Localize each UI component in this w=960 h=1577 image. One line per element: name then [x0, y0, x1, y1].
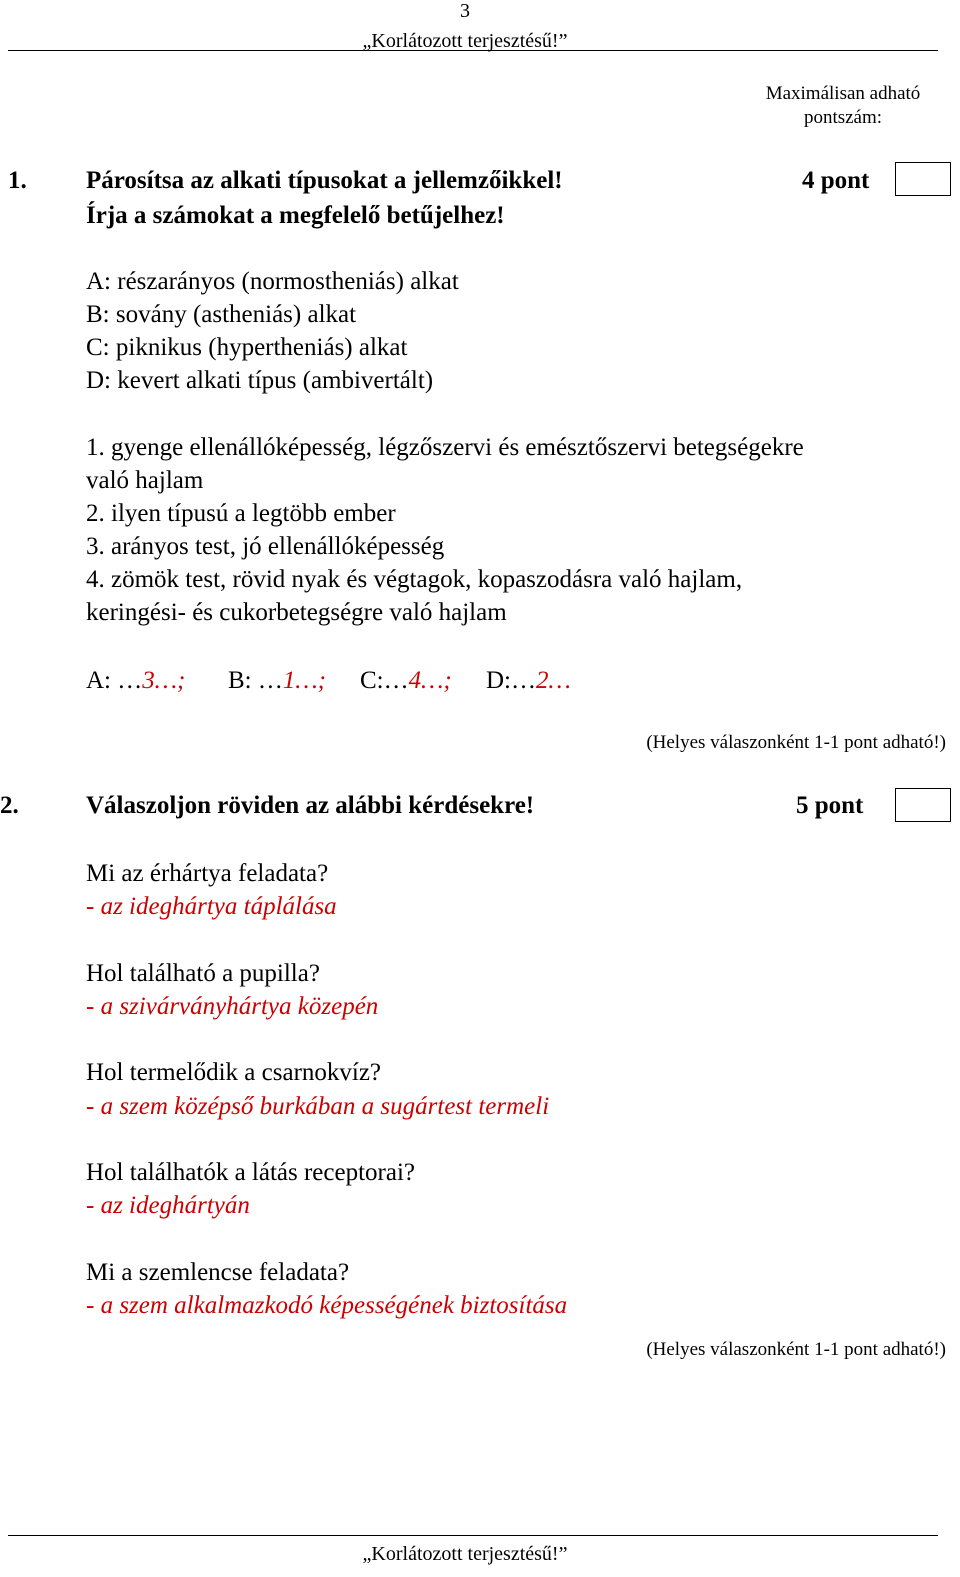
q1-answer-b-value: 1…; [282, 667, 326, 694]
q2-question-3: Hol termelődik a csarnokvíz? [86, 1059, 382, 1086]
q2-question-2: Hol található a pupilla? [86, 960, 320, 987]
q1-trait-2: 2. ilyen típusú a legtöbb ember [86, 500, 396, 527]
q1-trait-4-cont: keringési- és cukorbetegségre való hajlam [86, 599, 507, 626]
q1-type-d: D: kevert alkati típus (ambivertált) [86, 367, 434, 394]
q2-answer-1: - az ideghártya táplálása [86, 893, 337, 920]
q1-title-line2: Írja a számokat a megfelelő betűjelhez! [86, 202, 505, 229]
q1-answer-a [86, 664, 185, 697]
q2-score-box[interactable] [895, 788, 951, 822]
q1-trait-3: 3. arányos test, jó ellenállóképesség [86, 533, 445, 560]
q1-type-b: B: sovány (astheniás) alkat [86, 301, 357, 328]
q1-type-a: A: részarányos (normostheniás) alkat [86, 268, 459, 295]
q1-answer-d-label: D:… [486, 667, 536, 694]
header-rule [8, 50, 938, 51]
q2-question-5: Mi a szemlencse feladata? [86, 1259, 350, 1286]
header-title: „Korlátozott terjesztésű!” [362, 30, 568, 52]
q2-answer-2: - a szivárványhártya közepén [86, 993, 379, 1020]
q1-answer-c [360, 664, 452, 697]
q1-title-line1: Párosítsa az alkati típusokat a jellemzőikkel! [86, 167, 563, 194]
q2-answer-5: - a szem alkalmazkodó képességének biztosítása [86, 1292, 568, 1319]
q2-question-4: Hol találhatók a látás receptorai? [86, 1159, 416, 1186]
q1-answer-d [486, 664, 571, 697]
footer-title: „Korlátozott terjesztésű!” [362, 1543, 568, 1565]
q2-question-1: Mi az érhártya feladata? [86, 860, 329, 887]
q2-answer-3: - a szem középső burkában a sugártest termeli [86, 1093, 550, 1120]
q1-scoring-note: (Helyes válaszonként 1-1 pont adható!) [646, 732, 946, 753]
footer-rule [8, 1535, 938, 1536]
q1-type-c: C: piknikus (hypertheniás) alkat [86, 334, 408, 361]
q1-points: 4 pont [802, 167, 870, 194]
q1-trait-1-cont: való hajlam [86, 467, 204, 494]
q1-trait-1: 1. gyenge ellenállóképesség, légzőszervi és emésztőszervi betegségekre [86, 434, 804, 461]
q2-scoring-note: (Helyes válaszonként 1-1 pont adható!) [646, 1339, 946, 1360]
q1-number: 1. [8, 167, 27, 194]
q2-number: 2. [0, 792, 19, 819]
q2-title: Válaszoljon röviden az alábbi kérdésekre! [86, 792, 535, 819]
q2-points: 5 pont [796, 792, 864, 819]
max-points-label: Maximálisan adható pontszám: [765, 83, 921, 128]
q1-answer-c-value: 4…; [408, 667, 452, 694]
q1-trait-4: 4. zömök test, rövid nyak és végtagok, kopaszodásra való hajlam, [86, 566, 743, 593]
q1-answer-a-value: 3…; [142, 667, 186, 694]
q1-score-box[interactable] [895, 162, 951, 196]
q1-answer-c-label: C:… [360, 667, 409, 694]
q1-answer-a-label: A: … [86, 667, 143, 694]
q1-answer-b [228, 664, 326, 697]
page-number: 3 [460, 0, 470, 22]
q2-answer-4: - az ideghártyán [86, 1192, 250, 1219]
q1-answer-d-value: 2… [536, 667, 571, 694]
q1-answer-b-label: B: … [228, 667, 283, 694]
